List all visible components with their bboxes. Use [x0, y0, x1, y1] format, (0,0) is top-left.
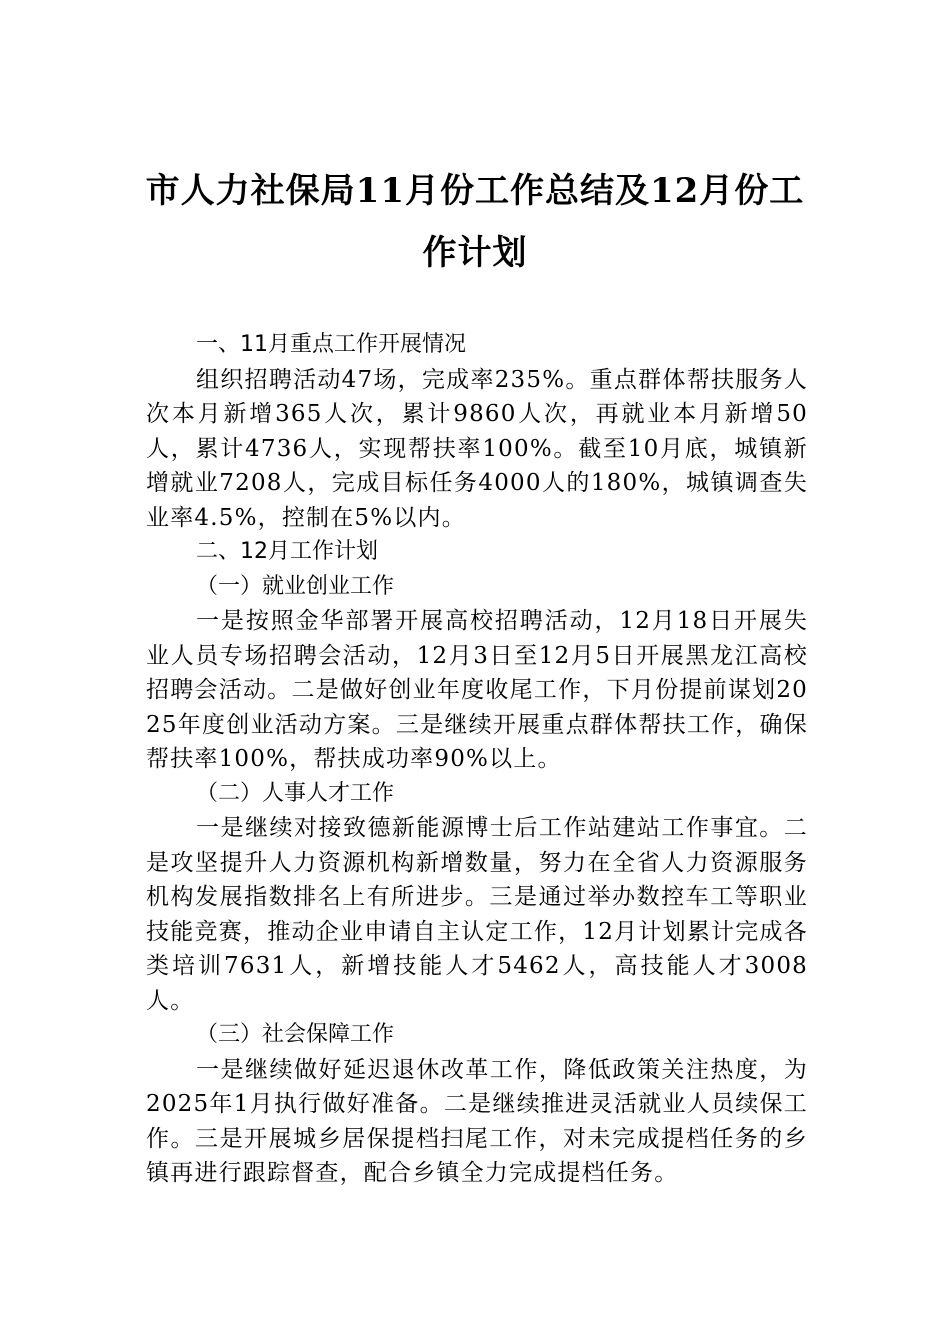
section-paragraph: 组织招聘活动47场，完成率235%。重点群体帮扶服务人次本月新增365人次，累计9860人次，再就业本月新增50人，累计4736人，实现帮扶率100%。截至10月底，城镇新增就业7208人，完成目标任务4000人的180%，城镇调查失业率4.5%，控制在5%以内。: [146, 366, 808, 531]
subsection-paragraph: 一是继续对接致德新能源博士后工作站建站工作事宜。二是攻坚提升人力资源机构新增数量，努力在全省人力资源服务机构发展指数排名上有所进步。三是通过举办数控车工等职业技能竞赛，推动企业申请自主认定工作，12月计划累计完成各类培训7631人，新增技能人才5462人，高技能人才3008人。: [146, 815, 808, 1014]
section-heading: 一、11月重点工作开展情况: [196, 332, 466, 357]
document-body: [146, 328, 808, 1191]
subsection-heading: （三）社会保障工作: [196, 1022, 395, 1047]
subsection-heading: （一）就业创业工作: [196, 573, 395, 599]
subsection-paragraph: 一是按照金华部署开展高校招聘活动，12月18日开展失业人员专场招聘会活动，12月3日至12月5日开展黑龙江高校招聘会活动。二是做好创业年度收尾工作，下月份提前谋划2025年度创业活动方案。三是继续开展重点群体帮扶工作，确保帮扶率100%，帮扶成功率90%以上。: [146, 608, 808, 772]
subsection-heading: （二）人事人才工作: [196, 780, 395, 806]
document-title: 市人力社保局11月份工作总结及12月份工作计划: [145, 171, 805, 273]
subsection-paragraph: 一是继续做好延迟退休改革工作，降低政策关注热度，为2025年1月执行做好准备。二是继续推进灵活就业人员续保工作。三是开展城乡居保提档扫尾工作，对未完成提档任务的乡镇再进行跟踪督查，配合乡镇全力完成提档任务。: [146, 1056, 808, 1186]
section-heading: 二、12月工作计划: [196, 539, 378, 564]
